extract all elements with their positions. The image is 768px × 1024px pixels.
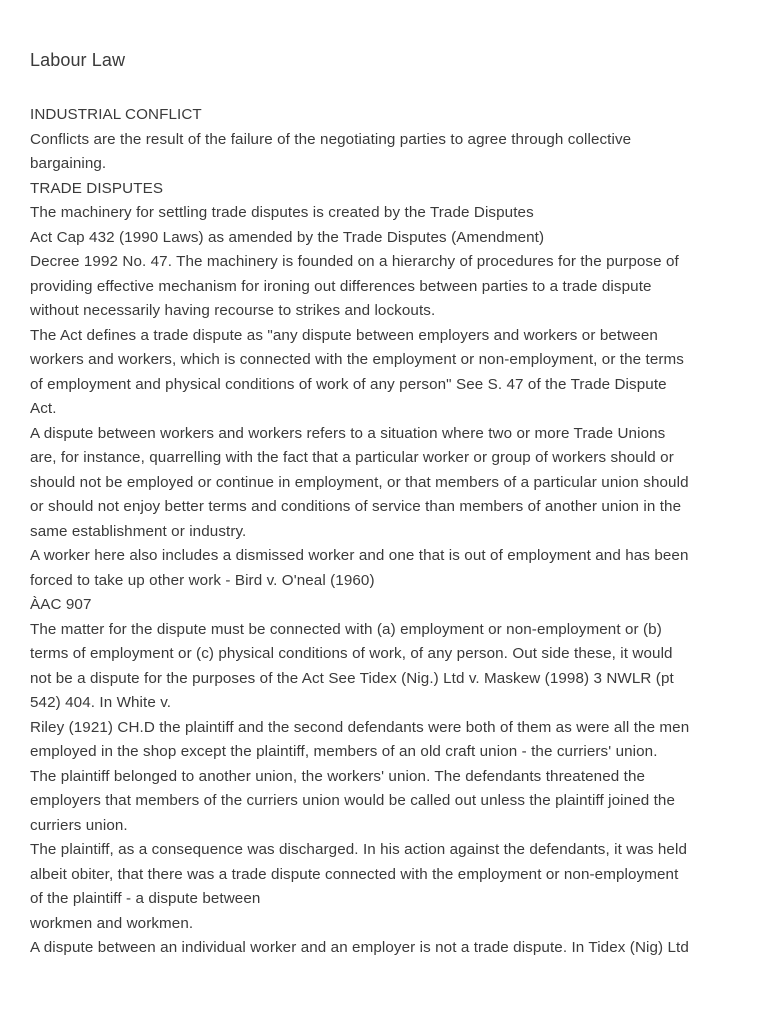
text-line: without necessarily having recourse to strikes and lockouts.: [30, 302, 436, 319]
text-line: should not be employed or continue in employment, or that members of a particular union should: [30, 473, 689, 491]
text-line: terms of employment or (c) physical conditions of work, of any person. Out side these, it would: [30, 645, 673, 662]
text-line: The plaintiff belonged to another union, the workers' union. The defendants threatened the: [30, 767, 646, 785]
text-line: of employment and physical conditions of work of any person" See S. 47 of the Trade Dispute: [30, 375, 667, 393]
text-line: 542) 404. In White v.: [30, 694, 172, 711]
text-line: The plaintiff, as a consequence was discharged. In his action against the defendants, it was held: [30, 841, 687, 858]
text-line: A dispute between workers and workers refers to a situation where two or more Trade Unions: [30, 424, 666, 442]
text-line: INDUSTRIAL CONFLICT: [30, 106, 202, 123]
text-line: of the plaintiff - a dispute between: [30, 890, 261, 907]
text-line: not be a dispute for the purposes of the Act See Tidex (Nig.) Ltd v. Maskew (1998) 3 NWLR (pt: [30, 669, 674, 687]
text-line: or should not enjoy better terms and conditions of service than members of another union in the: [30, 498, 682, 515]
text-line: providing effective mechanism for ironing out differences between parties to a trade dispute: [30, 277, 652, 295]
text-line: A worker here also includes a dismissed worker and one that is out of employment and has been: [30, 547, 689, 564]
document-body: [30, 103, 740, 961]
text-line: forced to take up other work - Bird v. O'neal (1960): [30, 571, 375, 589]
text-line: employers that members of the curriers union would be called out unless the plaintiff joined the: [30, 792, 676, 809]
text-line: TRADE DISPUTES: [30, 179, 164, 197]
text-line: bargaining.: [30, 155, 107, 172]
text-line: Riley (1921) CH.D the plaintiff and the second defendants were both of them as were all the men: [30, 718, 690, 736]
text-line: albeit obiter, that there was a trade dispute connected with the employment or non-employment: [30, 865, 679, 883]
text-line: Act Cap 432 (1990 Laws) as amended by the Trade Disputes (Amendment): [30, 228, 545, 246]
document-title: Labour Law: [30, 50, 126, 70]
text-line: employed in the shop except the plaintiff, members of an old craft union - the curriers' union.: [30, 743, 658, 760]
text-line: curriers union.: [30, 816, 128, 834]
text-line: workers and workers, which is connected with the employment or non-employment, or the terms: [30, 351, 684, 368]
text-line: The matter for the dispute must be connected with (a) employment or non-employment or (b): [30, 620, 662, 638]
text-line: Decree 1992 No. 47. The machinery is founded on a hierarchy of procedures for the purpose of: [30, 253, 679, 270]
text-line: workmen and workmen.: [30, 914, 194, 932]
text-line: The Act defines a trade dispute as "any dispute between employers and workers or between: [30, 326, 658, 344]
text-line: A dispute between an individual worker and an employer is not a trade dispute. In Tidex (Nig) Ltd: [30, 939, 689, 956]
text-line: same establishment or industry.: [30, 522, 247, 540]
text-line: Conflicts are the result of the failure of the negotiating parties to agree through collective: [30, 130, 632, 148]
text-line: are, for instance, quarrelling with the fact that a particular worker or group of workers should or: [30, 449, 674, 466]
text-line: The machinery for settling trade disputes is created by the Trade Disputes: [30, 204, 534, 221]
text-line: Act.: [30, 400, 57, 417]
text-line: ÀAC 907: [30, 596, 92, 613]
